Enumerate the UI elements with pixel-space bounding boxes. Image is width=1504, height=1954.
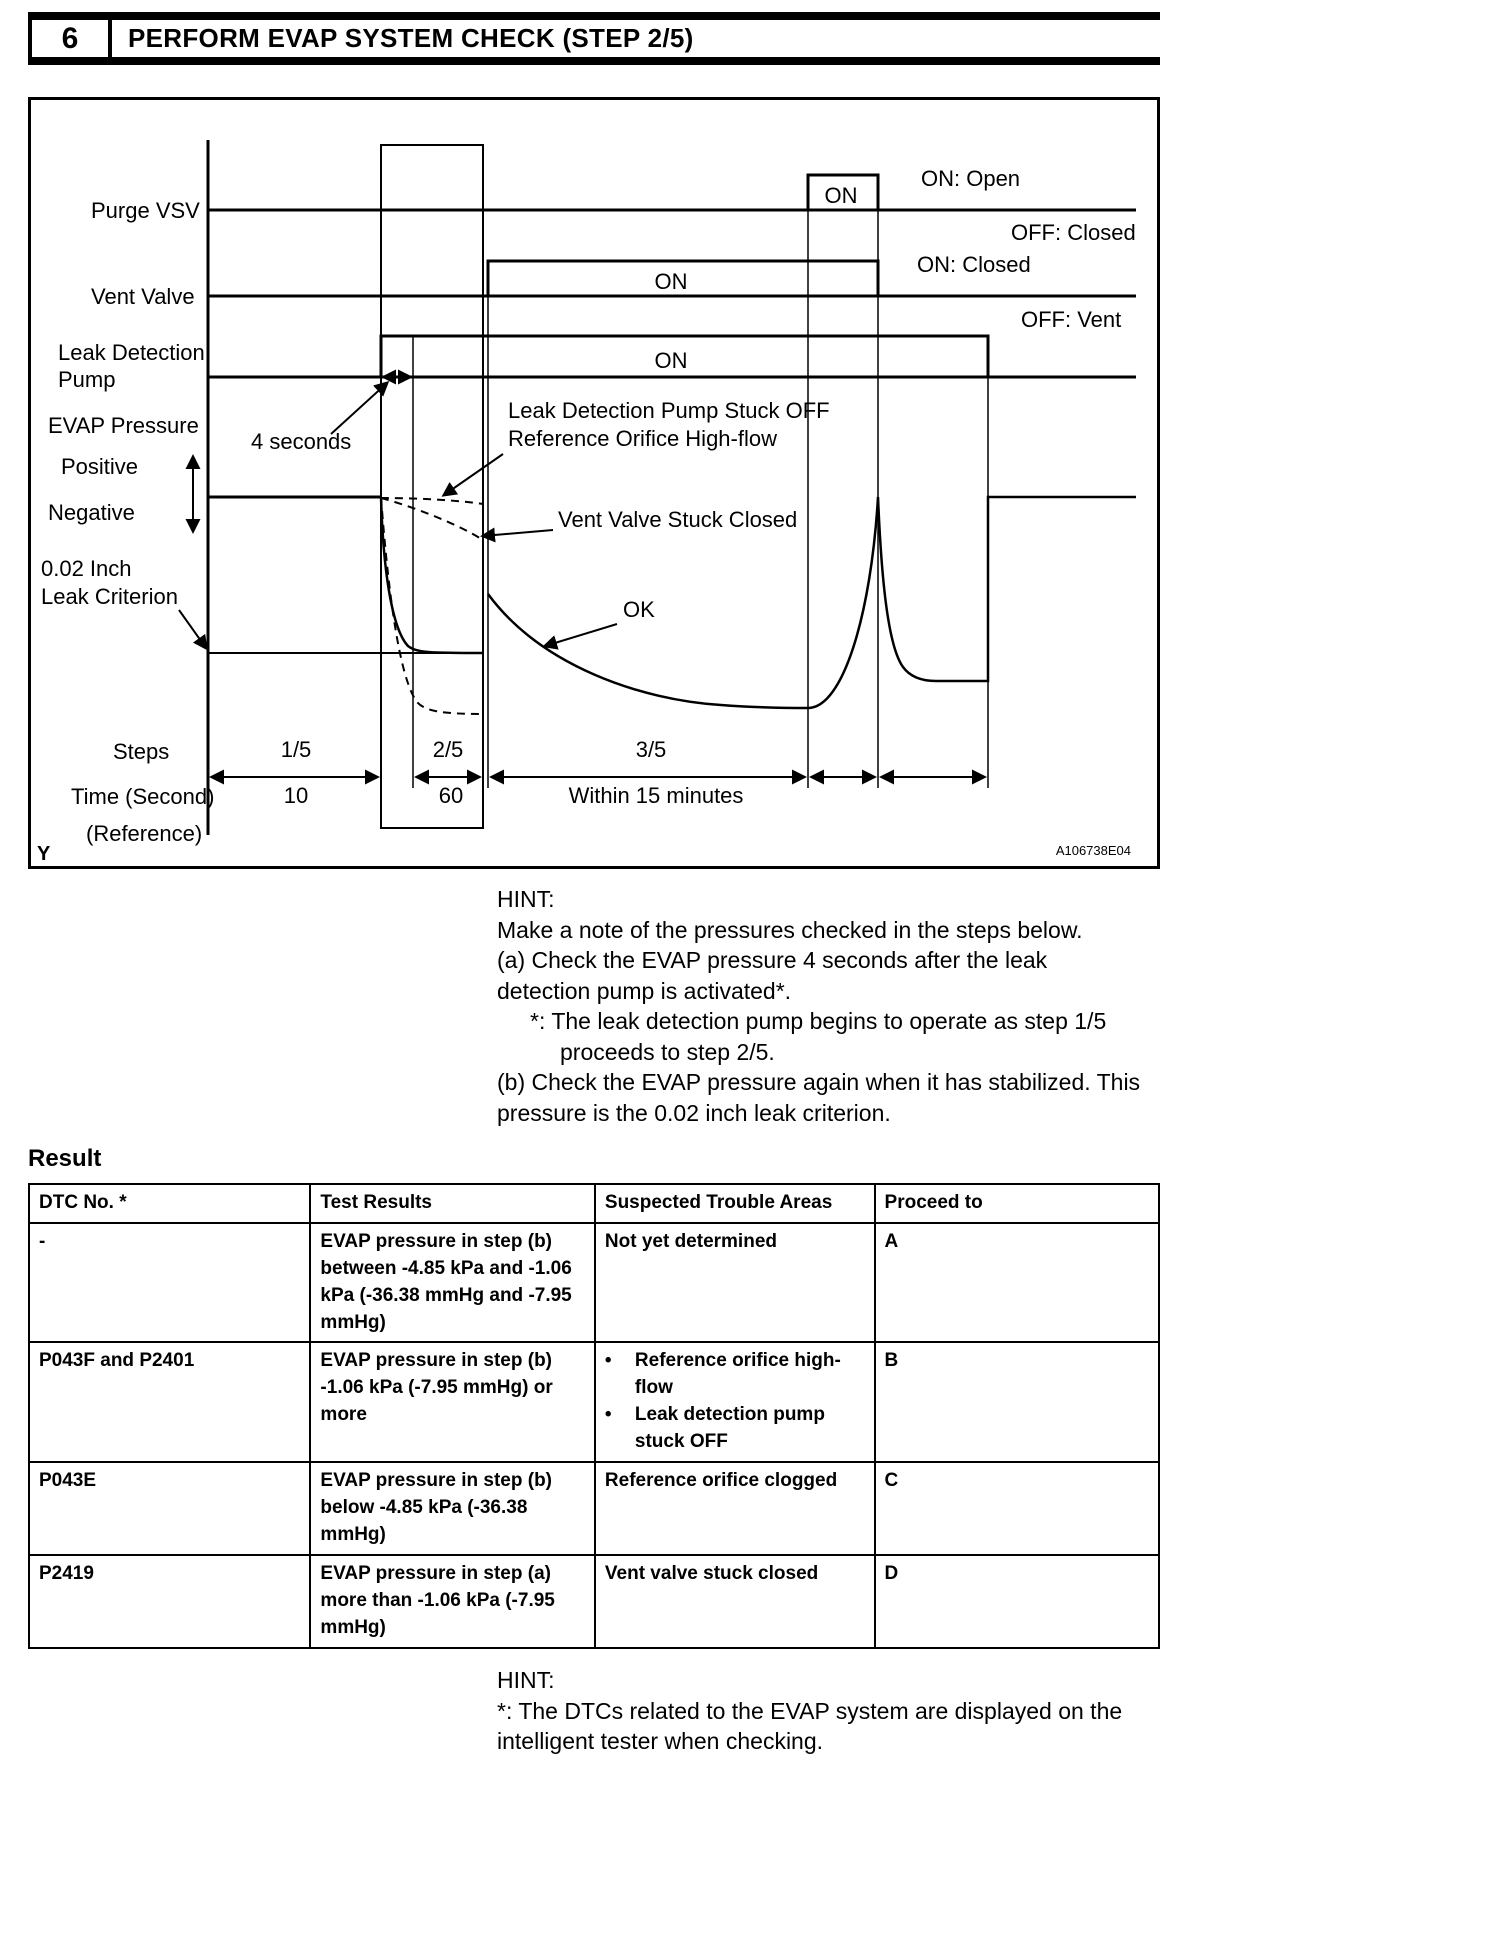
cell-dtc: - <box>29 1223 310 1343</box>
leak-detection-pump-label-line2: Pump <box>58 367 116 392</box>
evap-pressure-label: EVAP Pressure <box>48 413 199 438</box>
purge-on-label: ON <box>824 183 858 208</box>
hint-section-1 <box>497 884 1145 1129</box>
cell-proceed: A <box>875 1223 1159 1343</box>
table-row <box>29 1342 1159 1462</box>
cell-dtc: P043F and P2401 <box>29 1342 310 1462</box>
annotation-pump-stuck-line1: Leak Detection Pump Stuck OFF <box>508 398 830 423</box>
cell-proceed: C <box>875 1462 1159 1555</box>
bullet-icon <box>605 1402 635 1456</box>
hint2-text: *: The DTCs related to the EVAP system are displayed on the intelligent tester when checking. <box>497 1697 1123 1755</box>
corner-y-label: Y <box>37 843 51 865</box>
header-dtc-no: DTC No. * <box>29 1184 310 1223</box>
ok-pointer-arrow <box>545 624 617 646</box>
hint1-line1: Make a note of the pressures checked in the steps below. <box>497 916 1083 943</box>
result-table <box>28 1183 1160 1650</box>
cell-trouble: Vent valve stuck closed <box>595 1555 875 1648</box>
legend-purge-on: ON: Open <box>921 166 1021 191</box>
manual-page <box>28 12 1160 1757</box>
cell-test: EVAP pressure in step (b) -1.06 kPa (-7.95 mmHg) or more <box>310 1342 594 1462</box>
steps-value-3: 3/5 <box>635 737 667 762</box>
steps-value-1: 1/5 <box>280 737 312 762</box>
pressure-curve-vent-stuck-closed <box>381 498 483 540</box>
leak-detection-pump-label-line1: Leak Detection <box>58 340 205 365</box>
page-title: PERFORM EVAP SYSTEM CHECK (STEP 2/5) <box>128 23 694 53</box>
annotation-ok: OK <box>623 597 655 622</box>
cell-test: EVAP pressure in step (a) more than -1.06 kPa (-7.95 mmHg) <box>310 1555 594 1648</box>
negative-label: Negative <box>48 500 135 525</box>
evap-timing-diagram <box>31 100 1157 866</box>
header-test-results: Test Results <box>310 1184 594 1223</box>
annotation-four-seconds: 4 seconds <box>251 429 352 454</box>
cell-dtc: P043E <box>29 1462 310 1555</box>
table-header-row <box>29 1184 1159 1223</box>
steps-label: Steps <box>113 739 170 764</box>
time-second-label: Time (Second) <box>71 784 215 809</box>
hint1-line2: (a) Check the EVAP pressure 4 seconds after the leak detection pump is activated*. <box>497 947 1048 1004</box>
figure-id: A106738E04 <box>1055 843 1131 858</box>
pressure-curve-deep-vacuum <box>381 497 483 714</box>
pump-stuck-pointer-arrow <box>444 454 503 495</box>
result-heading: Result <box>28 1144 102 1172</box>
table-row <box>29 1555 1159 1648</box>
hint-section-2 <box>497 1665 1165 1757</box>
four-seconds-pointer-arrow <box>331 383 387 434</box>
trouble-text: Leak detection pump stuck OFF <box>634 1404 825 1453</box>
cell-proceed: D <box>875 1555 1159 1648</box>
vent-on-label: ON <box>654 269 688 294</box>
time-value-2: 60 <box>438 783 464 808</box>
cell-test: EVAP pressure in step (b) between -4.85 kPa and -1.06 kPa (-36.38 mmHg and -7.95 mmHg) <box>310 1223 594 1343</box>
annotation-vent-stuck: Vent Valve Stuck Closed <box>558 507 798 532</box>
steps-value-2: 2/5 <box>432 737 464 762</box>
trouble-bullet-item <box>605 1402 865 1456</box>
cell-trouble <box>595 1342 875 1462</box>
leak-criterion-label-line2: Leak Criterion <box>41 584 178 609</box>
annotation-pump-stuck-line2: Reference Orifice High-flow <box>508 426 777 451</box>
cell-trouble: Not yet determined <box>595 1223 875 1343</box>
criterion-pointer-arrow <box>179 610 206 648</box>
evap-timing-diagram-frame <box>28 97 1160 869</box>
legend-purge-off: OFF: Closed <box>1011 220 1136 245</box>
purge-vsv-label: Purge VSV <box>91 198 200 223</box>
step2-band <box>381 145 483 828</box>
pump-on-label: ON <box>654 348 688 373</box>
vent-stuck-pointer-arrow <box>483 530 553 536</box>
header-proceed-to: Proceed to <box>875 1184 1159 1223</box>
trouble-text: Reference orifice high-flow <box>634 1350 841 1399</box>
trouble-bullet-item <box>605 1348 865 1402</box>
cell-trouble: Reference orifice clogged <box>595 1462 875 1555</box>
legend-vent-off: OFF: Vent <box>1021 307 1122 332</box>
cell-dtc: P2419 <box>29 1555 310 1648</box>
positive-label: Positive <box>61 454 139 479</box>
hint1-label: HINT: <box>497 886 555 912</box>
header-suspected-trouble: Suspected Trouble Areas <box>595 1184 875 1223</box>
bullet-icon <box>605 1348 635 1402</box>
table-row <box>29 1462 1159 1555</box>
hint2-label: HINT: <box>497 1667 555 1694</box>
leak-criterion-label-line1: 0.02 Inch <box>41 556 132 581</box>
time-value-1: 10 <box>283 783 309 808</box>
step-number: 6 <box>28 20 112 57</box>
hint1-line3: (b) Check the EVAP pressure again when it has stabilized. This pressure is the 0.02 inch leak criterion. <box>497 1069 1141 1127</box>
cell-proceed: B <box>875 1342 1159 1462</box>
reference-label: (Reference) <box>86 821 203 846</box>
step-header <box>28 12 1160 65</box>
legend-vent-on: ON: Closed <box>917 252 1031 277</box>
hint1-footnote: *: The leak detection pump begins to operate as step 1/5 proceeds to step 2/5. <box>530 1008 1107 1065</box>
vent-valve-label: Vent Valve <box>91 284 195 309</box>
table-row <box>29 1223 1159 1343</box>
time-value-3: Within 15 minutes <box>568 783 744 808</box>
cell-test: EVAP pressure in step (b) below -4.85 kPa (-36.38 mmHg) <box>310 1462 594 1555</box>
